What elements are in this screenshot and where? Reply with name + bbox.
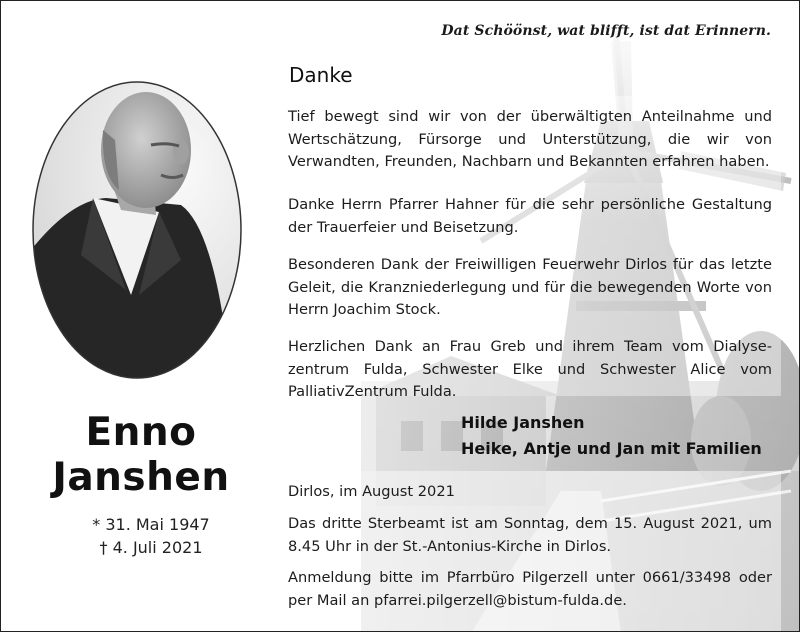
birth-date: * 31. Mai 1947	[92, 515, 210, 534]
thanks-heading: Danke	[289, 63, 353, 87]
service-info: Das dritte Sterbeamt ist am Sonntag, dem 15. August 2021, um 8.45 Uhr in der St.-Antonius-Kirche in Dirlos.	[288, 515, 772, 555]
first-name: Enno	[85, 410, 197, 455]
registration-info: Anmeldung bitte im Pfarrbüro Pilgerzell unter 0661/33498 oder per Mail an pfarrei.pilgerzell@bistum-fulda.de.	[288, 569, 772, 609]
signature-2: Heike, Antje und Jan mit Familien	[461, 439, 762, 458]
thanks-paragraph-3: Besonderen Dank der Freiwilligen Feuerwehr Dirlos für das letzte Geleit, die Kranzniederlegung und für die bewegenden Worte von Herrn Joachim Stock.	[288, 256, 772, 318]
thanks-paragraph-2: Danke Herrn Pfarrer Hahner für die sehr persönliche Gestaltung der Trauerfeier und Beisetzung.	[288, 196, 772, 236]
motto-quote: Dat Schöönst, wat blifft, ist dat Erinnern.	[441, 23, 771, 39]
signature-1: Hilde Janshen	[461, 413, 585, 432]
place-date: Dirlos, im August 2021	[288, 483, 455, 500]
last-name: Janshen	[52, 455, 230, 500]
thanks-paragraph-1: Tief bewegt sind wir von der überwältigten Anteilnahme und Wertschätzung, Fürsorge und Unterstützung, die wir von Verwandten, Freunden, Nachbarn und Bekannten erfahren haben.	[288, 108, 772, 170]
portrait-photo-icon	[31, 80, 243, 380]
thanks-paragraph-4: Herzlichen Dank an Frau Greb und ihrem Team vom Dialyse-zentrum Fulda, Schwester Elke und Schwester Alice vom PalliativZentrum Fulda.	[288, 338, 772, 400]
death-date: † 4. Juli 2021	[99, 538, 203, 557]
